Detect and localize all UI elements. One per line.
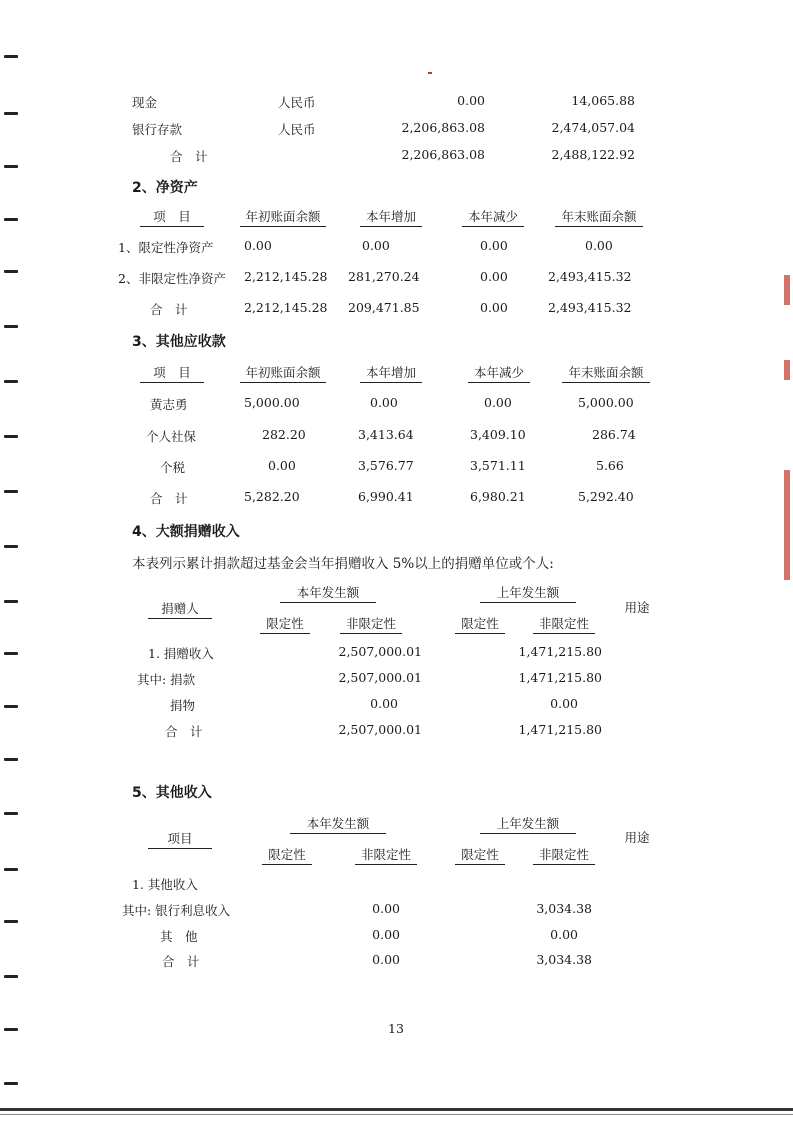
table-cell: 3,413.64 xyxy=(358,427,414,442)
scan-edge xyxy=(0,1114,793,1115)
table-cell: 2,212,145.28 xyxy=(244,269,328,284)
table-cell: 其中: 银行利息收入 xyxy=(122,903,231,918)
table-cell: 1. 捐赠收入 xyxy=(148,646,214,661)
scan-edge xyxy=(0,1108,793,1111)
group-header: 本年发生额 xyxy=(290,814,386,834)
cash-row-name: 现金 xyxy=(132,95,158,110)
table-cell: 2,493,415.32 xyxy=(548,300,632,315)
table-cell: 282.20 xyxy=(262,427,306,442)
table-cell: 2、非限定性净资产 xyxy=(118,271,226,286)
cash-row-currency: 人民币 xyxy=(278,122,316,137)
cash-total-label: 合 计 xyxy=(170,149,208,164)
table-header: 年末账面余额 xyxy=(555,207,643,227)
table-cell: 0.00 xyxy=(550,696,578,711)
table-cell: 0.00 xyxy=(372,952,400,967)
table-cell: 0.00 xyxy=(244,238,272,253)
table-cell: 合 计 xyxy=(162,954,200,969)
table-header: 项 目 xyxy=(140,207,204,227)
sub-header: 限定性 xyxy=(455,845,505,865)
table-cell: 0.00 xyxy=(370,395,398,410)
table-header: 年初账面余额 xyxy=(240,363,326,383)
table-cell: 5,000.00 xyxy=(244,395,300,410)
table-header: 年初账面余额 xyxy=(240,207,326,227)
page-number: 13 xyxy=(388,1021,404,1036)
table-cell: 合 计 xyxy=(150,302,188,317)
table-cell: 个税 xyxy=(160,460,186,475)
table-cell: 其 他 xyxy=(160,929,198,944)
cash-row-value: 2,206,863.08 xyxy=(401,120,485,135)
group-header: 上年发生额 xyxy=(480,583,576,603)
column-label: 捐赠人 xyxy=(148,599,212,619)
table-cell: 3,034.38 xyxy=(536,901,592,916)
table-cell: 0.00 xyxy=(480,300,508,315)
cash-row-currency: 人民币 xyxy=(278,95,316,110)
sub-header: 限定性 xyxy=(455,614,505,634)
group-header: 本年发生额 xyxy=(280,583,376,603)
cash-row-name: 银行存款 xyxy=(132,122,183,137)
table-cell: 1,471,215.80 xyxy=(518,722,602,737)
section-heading: 3、其他应收款 xyxy=(132,334,226,350)
section-heading: 5、其他收入 xyxy=(132,785,212,801)
table-cell: 5,292.40 xyxy=(578,489,634,504)
table-cell: 0.00 xyxy=(268,458,296,473)
use-label: 用途 xyxy=(624,600,650,615)
red-stamp-edge xyxy=(784,275,790,305)
table-cell: 281,270.24 xyxy=(348,269,420,284)
sub-header: 限定性 xyxy=(260,614,310,634)
table-header: 本年减少 xyxy=(468,363,530,383)
table-cell: 3,409.10 xyxy=(470,427,526,442)
use-label: 用途 xyxy=(624,830,650,845)
section-heading: 4、大额捐赠收入 xyxy=(132,524,240,540)
table-cell: 286.74 xyxy=(592,427,636,442)
table-header: 年末账面余额 xyxy=(562,363,650,383)
table-cell: 5,282.20 xyxy=(244,489,300,504)
donations-intro: 本表列示累计捐款超过基金会当年捐赠收入 5%以上的捐赠单位或个人: xyxy=(132,556,554,572)
red-tick-mark xyxy=(428,72,432,74)
table-cell: 0.00 xyxy=(550,927,578,942)
table-cell: 1,471,215.80 xyxy=(518,644,602,659)
cash-row-value: 2,474,057.04 xyxy=(551,120,635,135)
table-cell: 2,493,415.32 xyxy=(548,269,632,284)
table-cell: 其中: 捐款 xyxy=(137,672,196,687)
cash-row-value: 0.00 xyxy=(457,93,485,108)
table-cell: 合 计 xyxy=(165,724,203,739)
group-header: 上年发生额 xyxy=(480,814,576,834)
table-cell: 1、限定性净资产 xyxy=(118,240,214,255)
table-header: 本年增加 xyxy=(360,363,422,383)
table-cell: 1. 其他收入 xyxy=(132,877,198,892)
table-header: 本年增加 xyxy=(360,207,422,227)
section-heading: 2、净资产 xyxy=(132,180,198,196)
table-cell: 0.00 xyxy=(484,395,512,410)
sub-header: 非限定性 xyxy=(533,614,595,634)
table-cell: 个人社保 xyxy=(146,429,197,444)
red-stamp-edge xyxy=(784,470,790,580)
table-cell: 0.00 xyxy=(585,238,613,253)
cash-row-value: 14,065.88 xyxy=(571,93,635,108)
table-cell: 6,980.21 xyxy=(470,489,526,504)
table-cell: 0.00 xyxy=(480,238,508,253)
table-cell: 3,576.77 xyxy=(358,458,414,473)
table-cell: 0.00 xyxy=(370,696,398,711)
table-header: 项 目 xyxy=(140,363,204,383)
sub-header: 非限定性 xyxy=(533,845,595,865)
table-cell: 1,471,215.80 xyxy=(518,670,602,685)
sub-header: 非限定性 xyxy=(355,845,417,865)
table-cell: 3,034.38 xyxy=(536,952,592,967)
table-cell: 2,507,000.01 xyxy=(338,670,422,685)
table-cell: 5.66 xyxy=(596,458,624,473)
table-cell: 3,571.11 xyxy=(470,458,526,473)
sub-header: 限定性 xyxy=(262,845,312,865)
red-stamp-edge xyxy=(784,360,790,380)
table-cell: 2,212,145.28 xyxy=(244,300,328,315)
cash-total-value: 2,488,122.92 xyxy=(551,147,635,162)
sub-header: 非限定性 xyxy=(340,614,402,634)
table-cell: 合 计 xyxy=(150,491,188,506)
table-cell: 黄志勇 xyxy=(150,397,188,412)
cash-total-value: 2,206,863.08 xyxy=(401,147,485,162)
table-cell: 6,990.41 xyxy=(358,489,414,504)
table-cell: 0.00 xyxy=(372,901,400,916)
table-cell: 0.00 xyxy=(480,269,508,284)
table-cell: 2,507,000.01 xyxy=(338,644,422,659)
table-cell: 209,471.85 xyxy=(348,300,420,315)
table-cell: 5,000.00 xyxy=(578,395,634,410)
table-cell: 捐物 xyxy=(170,698,196,713)
table-header: 本年减少 xyxy=(462,207,524,227)
column-label: 项目 xyxy=(148,829,212,849)
table-cell: 0.00 xyxy=(362,238,390,253)
table-cell: 0.00 xyxy=(372,927,400,942)
table-cell: 2,507,000.01 xyxy=(338,722,422,737)
